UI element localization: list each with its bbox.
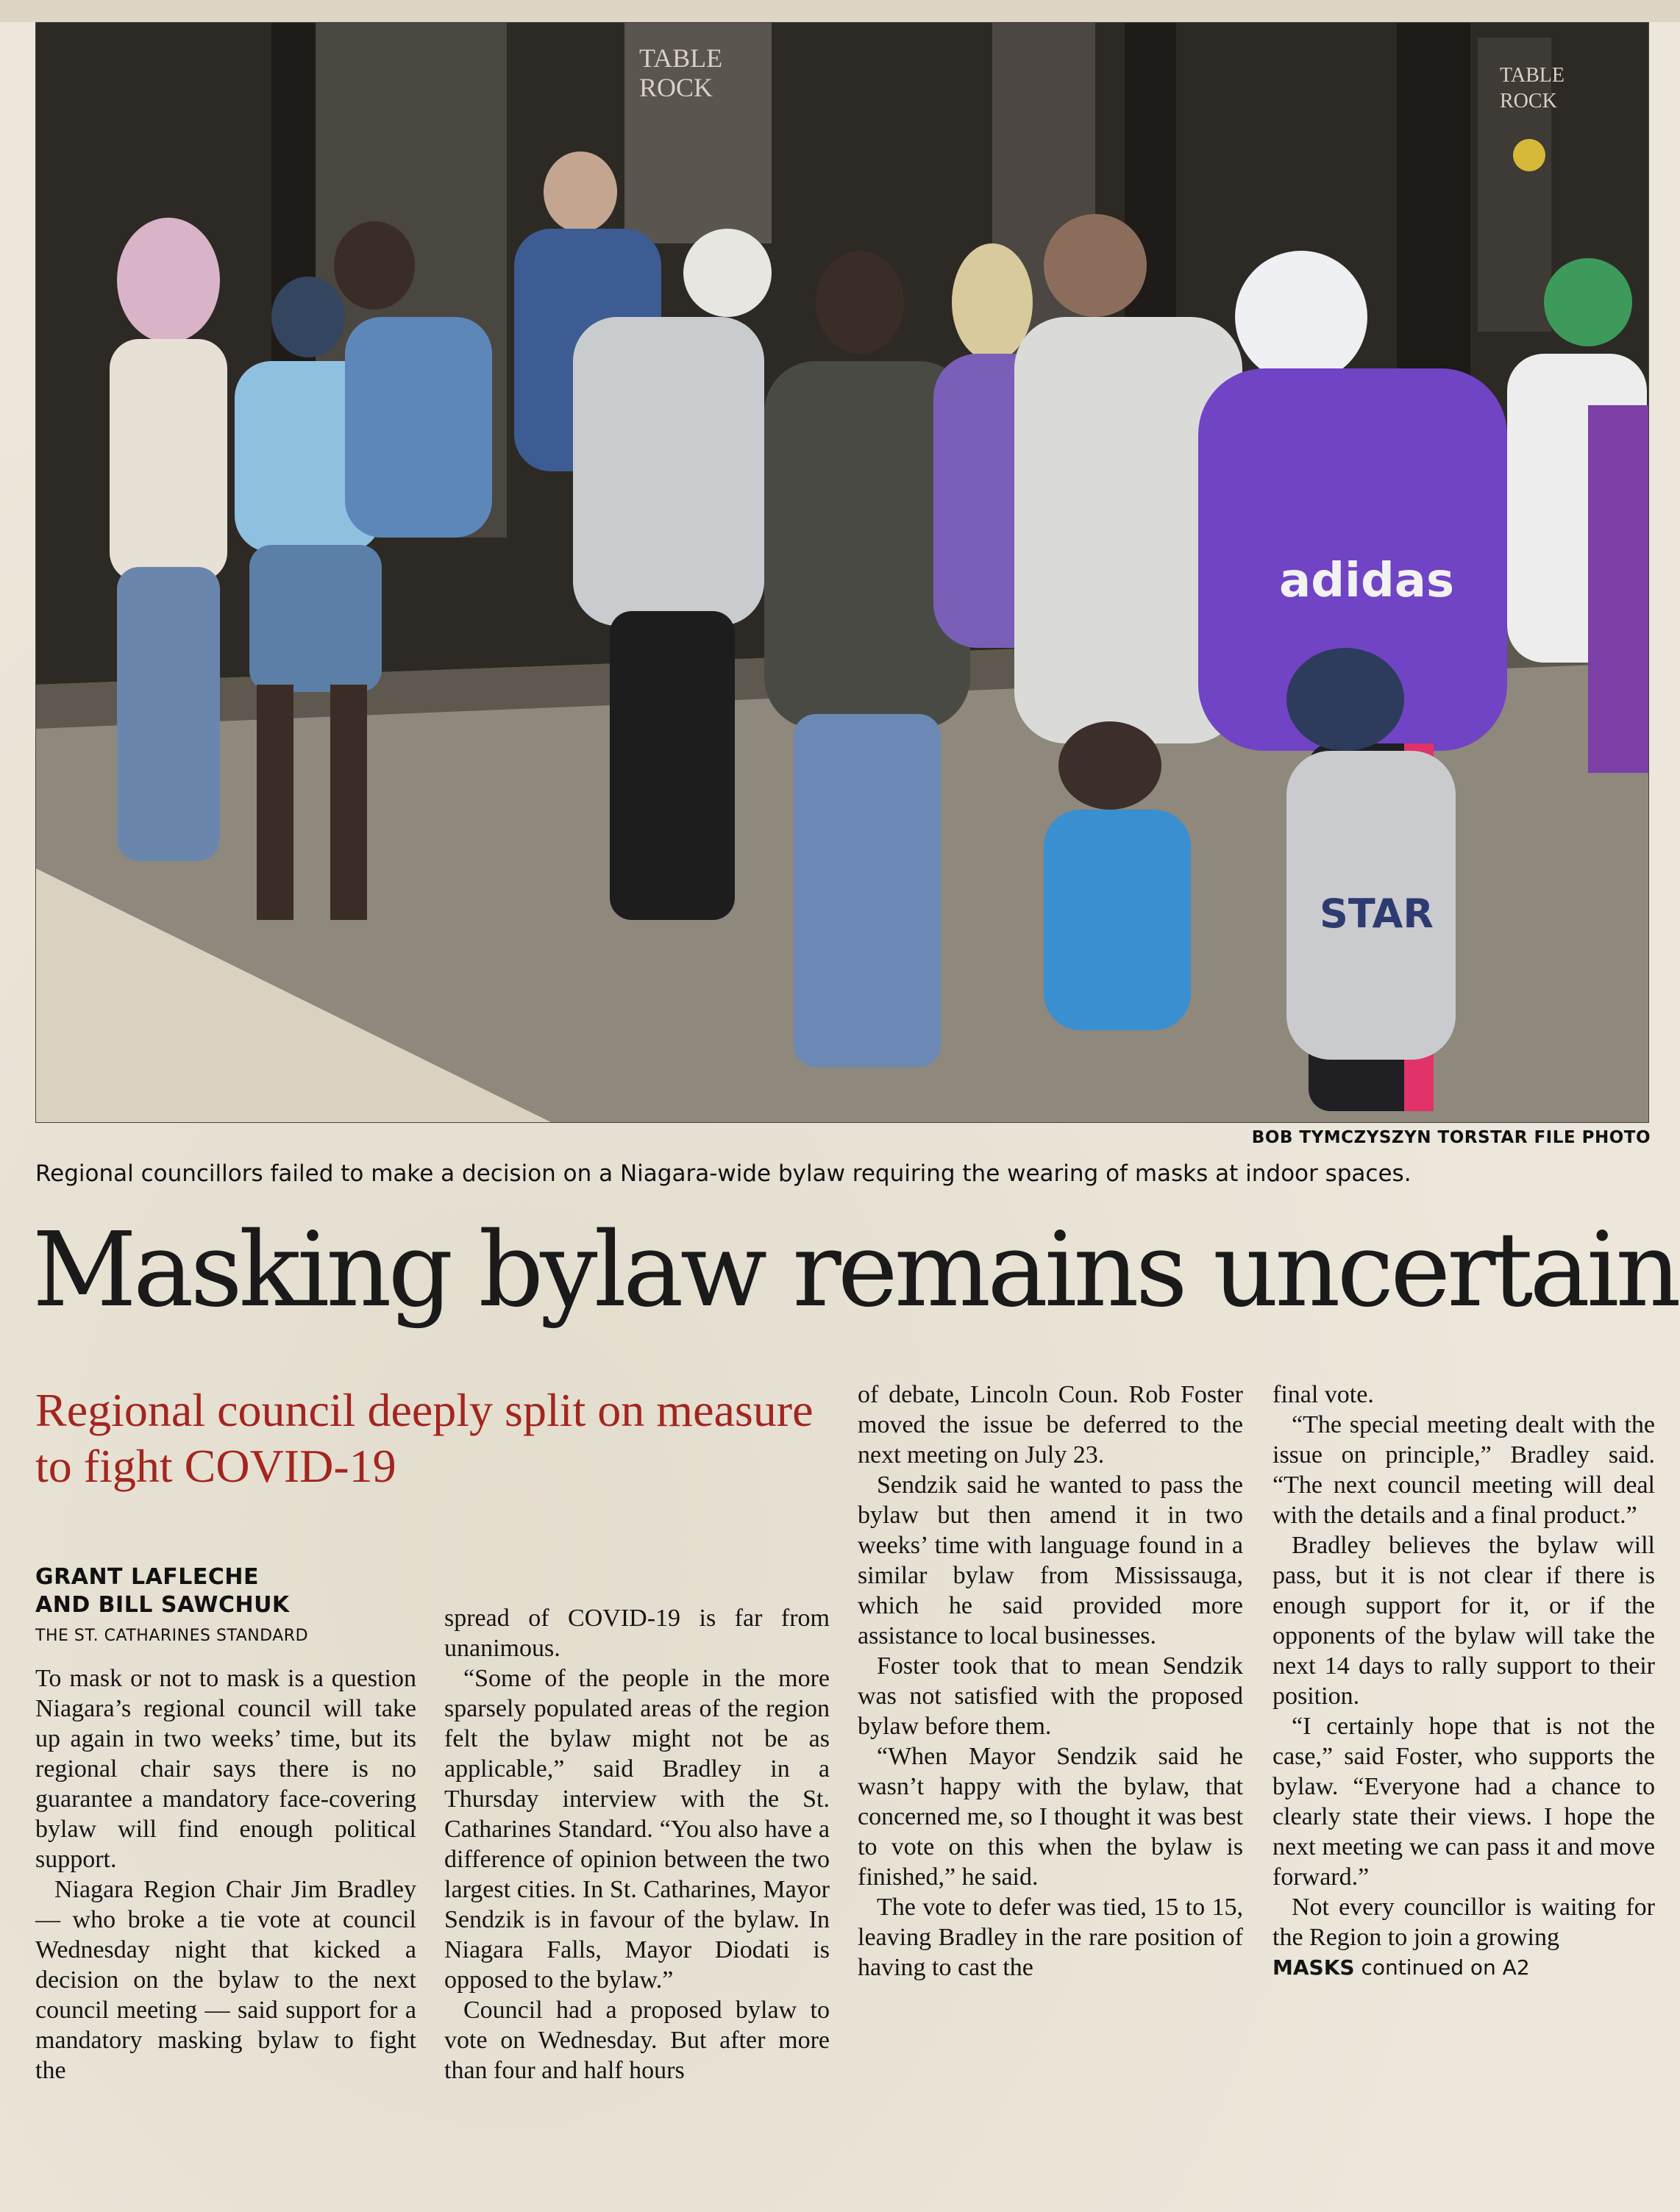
paragraph: final vote.: [1273, 1381, 1374, 1408]
headline: Masking bylaw remains uncertain: [32, 1210, 1678, 1330]
svg-text:ROCK: ROCK: [639, 73, 713, 102]
deck-subheadline: Regional council deeply split on measure to fight COVID-19: [35, 1384, 814, 1492]
paragraph: “The special meeting dealt with the issue on principle,” Bradley said. “The next council meeting will deal with the details and a final product.”: [1273, 1411, 1655, 1529]
byline-source: THE ST. CATHARINES STANDARD: [35, 1627, 309, 1645]
photo-caption: Regional councillors failed to make a decision on a Niagara-wide bylaw requiring the wearing of masks at indoor spaces.: [35, 1160, 1412, 1187]
article-column-2: [444, 1603, 830, 2086]
byline-author-1: GRANT LAFLECHE: [35, 1564, 260, 1590]
shirt-text: adidas: [1279, 554, 1455, 608]
article-column-1: [35, 1663, 416, 2086]
news-photo: [35, 22, 1649, 1123]
sign-text: TABLE: [639, 43, 723, 73]
jump-line[interactable]: [1273, 1952, 1655, 1983]
photo-credit: BOB TYMCZYSZYN TORSTAR FILE PHOTO: [1251, 1128, 1651, 1147]
paragraph: spread of COVID-19 is far from unanimous.: [444, 1605, 830, 1662]
paragraph: Not every councillor is waiting for the Region to join a growing: [1273, 1894, 1655, 1951]
paragraph: Foster took that to mean Sendzik was not satisfied with the proposed bylaw before them.: [858, 1652, 1243, 1740]
paragraph: Council had a proposed bylaw to vote on Wednesday. But after more than four and half hours: [444, 1997, 830, 2084]
jump-text: continued on A2: [1361, 1955, 1530, 1980]
paragraph: “When Mayor Sendzik said he wasn’t happy with the bylaw, that concerned me, so I thought it was best to vote on this when the bylaw is finished,” he said.: [858, 1743, 1243, 1891]
kid-shirt-text: STAR: [1320, 891, 1434, 937]
jump-label: MASKS: [1273, 1955, 1355, 1980]
svg-text:TABLE: TABLE: [1500, 64, 1565, 87]
paragraph: Bradley believes the bylaw will pass, but it is not clear if there is enough support for it, or if the opponents of the bylaw will take the next 14 days to rally support to their position.: [1273, 1532, 1655, 1710]
paragraph: “Some of the people in the more sparsely populated areas of the region felt the bylaw might not be as applicable,” said Bradley in a Thursday interview with the St. Catharines Standard. “You also have a difference of opinion between the two largest cities. In St. Catharines, Mayor Sendzik is in favour of the bylaw. In Niagara Falls, Mayor Diodati is opposed to the bylaw.”: [444, 1665, 830, 1994]
photo-illustration: [36, 23, 1648, 1122]
article-column-4: [1273, 1380, 1655, 1983]
paragraph: The vote to defer was tied, 15 to 15, leaving Bradley in the rare position of having to cast the: [858, 1894, 1243, 1981]
svg-text:ROCK: ROCK: [1500, 90, 1557, 113]
top-bleed-strip: [0, 0, 1680, 22]
paragraph: of debate, Lincoln Coun. Rob Foster moved the issue be deferred to the next meeting on July 23.: [858, 1381, 1243, 1469]
paragraph: “I certainly hope that is not the case,” said Foster, who supports the bylaw. “Everyone had a chance to clearly state their views. I hope the next meeting we can pass it and move forward.”: [1273, 1713, 1655, 1891]
paragraph: To mask or not to mask is a question Niagara’s regional council will take up again in two weeks’ time, but its regional chair says there is no guarantee a mandatory face-covering bylaw will find enough political support.: [35, 1665, 416, 1873]
byline: [35, 1563, 447, 1619]
article-column-3: [858, 1380, 1243, 1983]
paragraph: Sendzik said he wanted to pass the bylaw but then amend it in two weeks’ time with language found in a similar bylaw from Mississauga, which he said provided more assistance to local businesses.: [858, 1471, 1243, 1649]
byline-author-2: AND BILL SAWCHUK: [35, 1592, 290, 1618]
paragraph: Niagara Region Chair Jim Bradley — who broke a tie vote at council Wednesday night that kicked a decision on the bylaw to the next council meeting — said support for a mandatory masking bylaw to fight the: [35, 1876, 416, 2084]
